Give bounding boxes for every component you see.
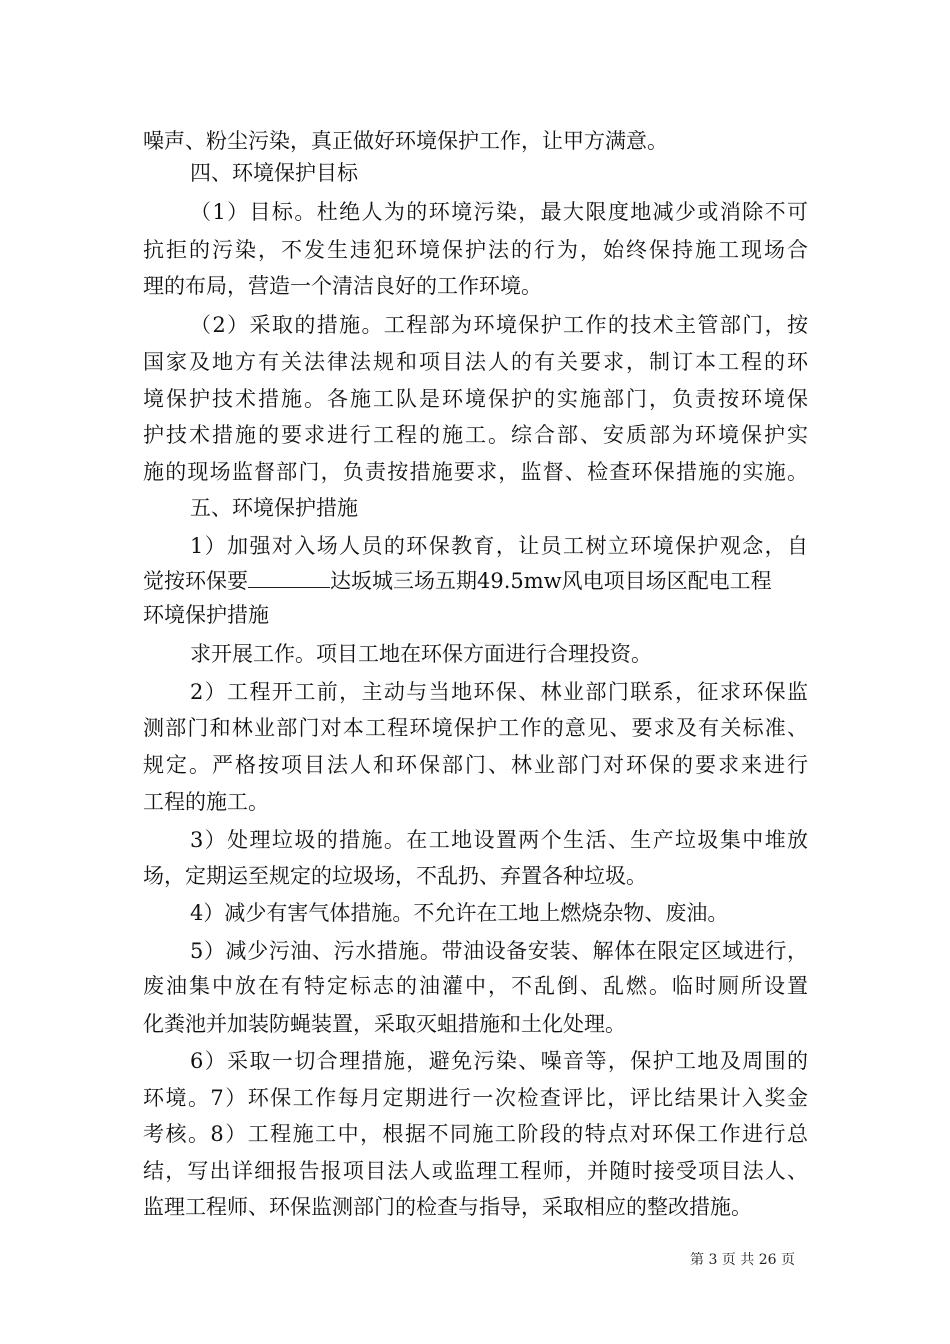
section-heading: 四、环境保护目标 xyxy=(190,161,358,185)
text-fragment: 达坂城三场五期49.5mw风电项目场区配电工程 xyxy=(330,569,772,593)
text-line: 场，定期运至规定的垃圾场，不乱扔、弃置各种垃圾。 xyxy=(143,864,647,888)
text-fragment: 觉按环保要 xyxy=(143,569,248,593)
text-line: 测部门和林业部门对本工程环境保护工作的意见、要求及有关标准、 xyxy=(143,716,808,740)
text-line: 环境。7）环保工作每月定期进行一次检查评比，评比结果计入奖金 xyxy=(143,1086,808,1110)
text-line: 2）工程开工前，主动与当地环保、林业部门联系，征求环保监 xyxy=(190,680,808,704)
text-line: （2）采取的措施。工程部为环境保护工作的技术主管部门，按 xyxy=(190,313,808,337)
text-line: 噪声、粉尘污染，真正做好环境保护工作，让甲方满意。 xyxy=(143,129,668,153)
text-line: 化粪池并加装防蝇装置，采取灭蛆措施和土化处理。 xyxy=(143,1012,626,1036)
text-line: 理的布局，营造一个清洁良好的工作环境。 xyxy=(143,274,542,298)
text-line: 施的现场监督部门，负责按措施要求，监督、检查环保措施的实施。 xyxy=(143,460,808,484)
text-line: 5）减少污油、污水措施。带油设备安装、解体在限定区域进行， xyxy=(190,939,808,963)
text-line: 6）采取一切合理措施，避免污染、噪音等，保护工地及周围的 xyxy=(190,1049,808,1073)
section-heading: 五、环境保护措施 xyxy=(190,496,358,520)
text-line: 护技术措施的要求进行工程的施工。综合部、安质部为环境保护实 xyxy=(143,423,808,447)
text-line: 境保护技术措施。各施工队是环境保护的实施部门，负责按环境保 xyxy=(143,387,808,411)
text-line: 考核。8）工程施工中，根据不同施工阶段的特点对环保工作进行总 xyxy=(143,1122,808,1146)
blank-underline xyxy=(248,569,330,588)
text-line: 监理工程师、环保监测部门的检查与指导，采取相应的整改措施。 xyxy=(143,1195,752,1219)
text-line: 1）加强对入场人员的环保教育，让员工树立环境保护观念，自 xyxy=(190,534,808,558)
text-line: 环境保护措施 xyxy=(143,603,269,627)
text-line: 抗拒的污染，不发生违犯环境保护法的行为，始终保持施工现场合 xyxy=(143,238,808,262)
text-line: 3）处理垃圾的措施。在工地设置两个生活、生产垃圾集中堆放 xyxy=(190,828,808,852)
text-line: 废油集中放在有特定标志的油灌中，不乱倒、乱燃。临时厕所设置 xyxy=(143,974,808,998)
text-line: 结，写出详细报告报项目法人或监理工程师，并随时接受项目法人、 xyxy=(143,1159,808,1183)
text-line: 工程的施工。 xyxy=(143,790,269,814)
text-line: 国家及地方有关法律法规和项目法人的有关要求，制订本工程的环 xyxy=(143,350,808,374)
text-line: 规定。严格按项目法人和环保部门、林业部门对环保的要求来进行 xyxy=(143,753,808,777)
text-line: 4）减少有害气体措施。不允许在工地上燃烧杂物、废油。 xyxy=(190,901,729,925)
page-number: 第 3 页 共 26 页 xyxy=(690,1252,795,1268)
text-line-with-blank xyxy=(143,567,808,595)
text-line: 求开展工作。项目工地在环保方面进行合理投资。 xyxy=(190,642,652,666)
text-line: （1）目标。杜绝人为的环境污染，最大限度地减少或消除不可 xyxy=(190,200,808,224)
